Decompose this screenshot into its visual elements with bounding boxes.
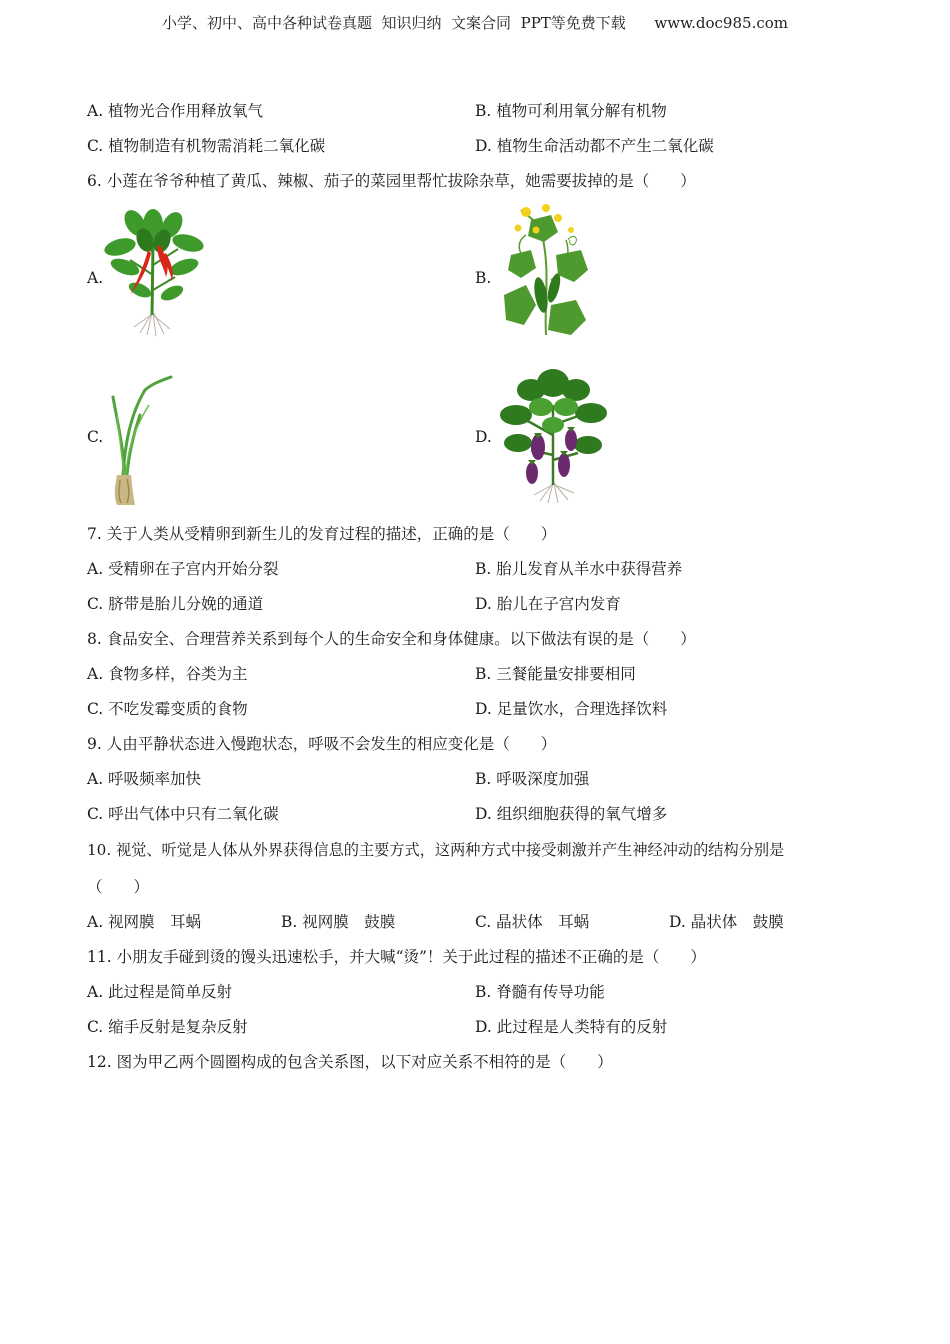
- q6-option-c-label: C.: [87, 428, 104, 446]
- q5-option-c: C. 植物制造有机物需消耗二氧化碳: [87, 137, 326, 155]
- cucumber-plant-image: [496, 200, 596, 338]
- chili-pepper-plant-image: [100, 205, 210, 340]
- q11-option-a: A. 此过程是简单反射: [87, 983, 233, 1001]
- q10-option-a: A. 视网膜 耳蜗: [87, 913, 202, 931]
- q5-option-a: A. 植物光合作用释放氧气: [87, 102, 264, 120]
- q10-option-b: B. 视网膜 鼓膜: [281, 913, 396, 931]
- q10-paren: （ ）: [87, 878, 150, 896]
- q8-option-c: C. 不吃发霉变质的食物: [87, 700, 248, 718]
- grass-weed-image: [105, 375, 180, 508]
- q7-option-d: D. 胎儿在子宫内发育: [475, 595, 621, 613]
- eggplant-plant-image: [496, 365, 611, 505]
- q12-stem: 12. 图为甲乙两个圆圈构成的包含关系图，以下对应关系不相符的是（ ）: [87, 1053, 613, 1071]
- q7-stem: 7. 关于人类从受精卵到新生儿的发育过程的描述，正确的是（ ）: [87, 525, 557, 543]
- q7-option-b: B. 胎儿发育从羊水中获得营养: [475, 560, 683, 578]
- page-header: 小学、初中、高中各种试卷真题 知识归纳 文案合同 PPT等免费下载 www.doc985.com: [161, 14, 788, 32]
- q6-option-b-label: B.: [475, 269, 492, 287]
- q8-option-d: D. 足量饮水，合理选择饮料: [475, 700, 668, 718]
- q6-option-d-label: D.: [475, 428, 492, 446]
- q5-option-b: B. 植物可利用氧分解有机物: [475, 102, 667, 120]
- q11-stem: 11. 小朋友手碰到烫的馒头迅速松手，并大喊“烫”！关于此过程的描述不正确的是（ ）: [87, 948, 706, 966]
- q9-option-d: D. 组织细胞获得的氧气增多: [475, 805, 668, 823]
- q9-stem: 9. 人由平静状态进入慢跑状态，呼吸不会发生的相应变化是（ ）: [87, 735, 557, 753]
- q11-option-b: B. 脊髓有传导功能: [475, 983, 605, 1001]
- q10-stem: 10. 视觉、听觉是人体从外界获得信息的主要方式，这两种方式中接受刺激并产生神经冲动的结构分别是: [87, 841, 785, 859]
- q6-stem: 6. 小莲在爷爷种植了黄瓜、辣椒、茄子的菜园里帮忙拔除杂草，她需要拔掉的是（ ）: [87, 172, 696, 190]
- q9-option-b: B. 呼吸深度加强: [475, 770, 590, 788]
- q7-option-a: A. 受精卵在子宫内开始分裂: [87, 560, 279, 578]
- q10-option-d: D. 晶状体 鼓膜: [669, 913, 784, 931]
- q9-option-c: C. 呼出气体中只有二氧化碳: [87, 805, 279, 823]
- q11-option-d: D. 此过程是人类特有的反射: [475, 1018, 668, 1036]
- q8-option-a: A. 食物多样，谷类为主: [87, 665, 248, 683]
- q9-option-a: A. 呼吸频率加快: [87, 770, 202, 788]
- q8-option-b: B. 三餐能量安排要相同: [475, 665, 636, 683]
- q11-option-c: C. 缩手反射是复杂反射: [87, 1018, 248, 1036]
- q6-option-a-label: A.: [87, 269, 104, 287]
- q8-stem: 8. 食品安全、合理营养关系到每个人的生命安全和身体健康。以下做法有误的是（ ）: [87, 630, 696, 648]
- q5-option-d: D. 植物生命活动都不产生二氧化碳: [475, 137, 714, 155]
- q10-option-c: C. 晶状体 耳蜗: [475, 913, 590, 931]
- q7-option-c: C. 脐带是胎儿分娩的通道: [87, 595, 264, 613]
